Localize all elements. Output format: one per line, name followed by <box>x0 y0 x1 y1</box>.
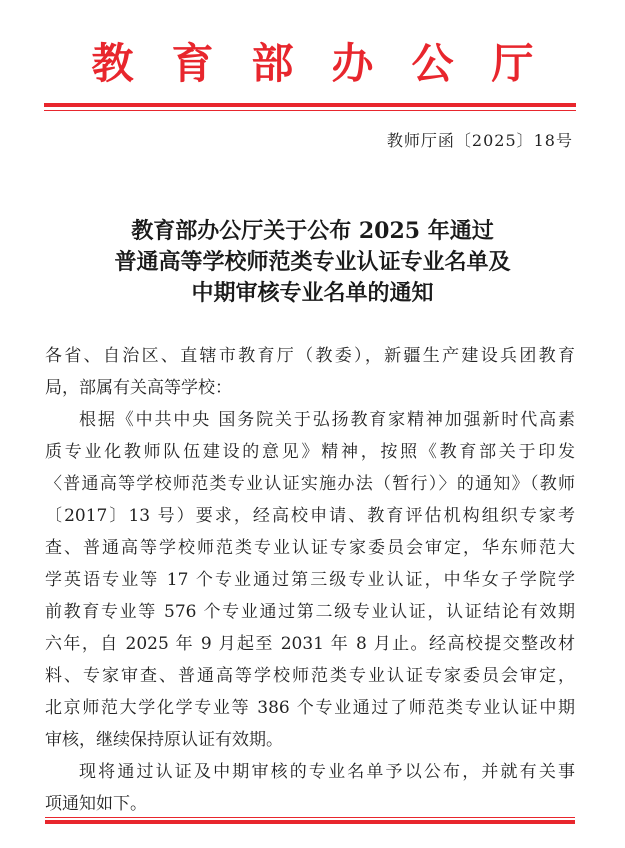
header-divider-thin <box>44 110 576 111</box>
footer-divider-thick <box>45 820 575 824</box>
paragraph-line: 学英语专业等 17 个专业通过第三级专业认证，中华女子学院学 <box>45 570 575 590</box>
paragraph-line: 料、专家审查、普通高等学校师范类专业认证专家委员会审定， <box>45 666 575 686</box>
salutation-line: 各省、自治区、直辖市教育厅（教委），新疆生产建设兵团教育 <box>45 346 575 366</box>
title-line: 教育部办公厅关于公布 2025 年通过 <box>131 218 494 244</box>
paragraph-line: 根据《中共中央 国务院关于弘扬教育家精神加强新时代高素 <box>79 410 575 430</box>
document-body <box>45 340 575 820</box>
paragraph-line: 〈普通高等学校师范类专业认证实施办法（暂行）〉的通知》（教师 <box>45 474 575 494</box>
salutation-line: 局，部属有关高等学校： <box>45 378 232 398</box>
title-line: 普通高等学校师范类专业认证专业名单及 <box>114 249 511 275</box>
paragraph-line: 前教育专业等 576 个专业通过第二级专业认证，认证结论有效期 <box>45 602 575 622</box>
paragraph-line: 审核，继续保持原认证有效期。 <box>45 730 283 750</box>
paragraph-line: 质专业化教师队伍建设的意见》精神，按照《教育部关于印发 <box>45 442 575 462</box>
footer-divider-thin <box>45 817 575 818</box>
paragraph-line: 六年，自 2025 年 9 月起至 2031 年 8 月止。经高校提交整改材 <box>45 634 575 654</box>
document-title <box>0 216 625 309</box>
document-number: 教师厅函〔2025〕18号 <box>386 131 573 150</box>
title-line: 中期审核专业名单的通知 <box>191 280 434 306</box>
paragraph-line: 现将通过认证及中期审核的专业名单予以公布，并就有关事 <box>79 762 575 782</box>
header-divider-thick <box>44 103 576 107</box>
paragraph-line: 查、普通高等学校师范类专业认证专家委员会审定，华东师范大 <box>45 538 575 558</box>
issuing-office-header: 教育部办公厅 <box>91 39 572 88</box>
paragraph-line: 北京师范大学化学专业等 386 个专业通过了师范类专业认证中期 <box>45 698 575 718</box>
paragraph-line: 〔2017〕13 号）要求，经高校申请、教育评估机构组织专家考 <box>45 506 575 526</box>
paragraph-line: 项通知如下。 <box>45 794 147 814</box>
